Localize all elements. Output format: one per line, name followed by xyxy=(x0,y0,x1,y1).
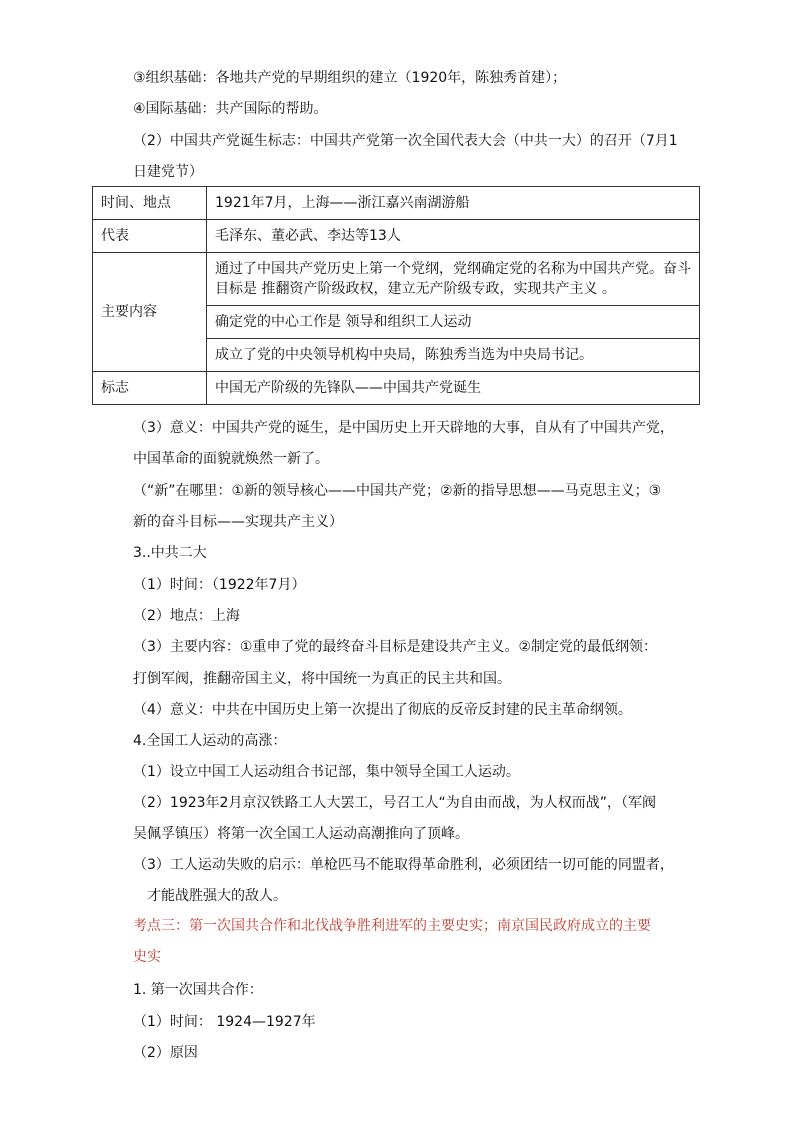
intro-line-1: ③组织基础：各地共产党的早期组织的建立（1920年，陈独秀首建）； xyxy=(133,70,567,86)
body-line-6: （1）时间：（1922年7月） xyxy=(133,577,306,593)
table-cell-delegates: 毛泽东、董必武、李达等13人 xyxy=(207,220,700,253)
body-line-12: （1）设立中国工人运动组合书记部，集中领导全国工人运动。 xyxy=(133,764,520,780)
table-cell-program-line-1: 通过了中国共产党历史上第一个党纲，党纲确定党的名称为中国共产党。奋斗 xyxy=(215,261,691,277)
table-cell-program-line-2: 目标是 推翻资产阶级政权，建立无产阶级专政，实现共产主义 。 xyxy=(215,281,616,297)
section-heading-line-1: 考点三：第一次国共合作和北伐战争胜利进军的主要史实；南京国民政府成立的主要 xyxy=(133,918,651,934)
body-line-11: 4.全国工人运动的高涨： xyxy=(133,733,287,749)
body-line-1: （3）意义：中国共产党的诞生，是中国历史上开天辟地的大事，自从有了中国共产党， xyxy=(133,420,674,436)
cpc-founding-table xyxy=(92,186,700,405)
body-line-16: 才能战胜强大的敌人。 xyxy=(147,888,287,904)
table-cell-central-bureau: 成立了党的中央领导机构中央局，陈独秀当选为中央局书记。 xyxy=(207,339,700,372)
intro-line-2: ④国际基础：共产国际的帮助。 xyxy=(133,101,328,117)
table-cell-time-place: 1921年7月，上海——浙江嘉兴南湖游船 xyxy=(207,187,700,220)
table-cell-central-work: 确定党的中心工作是 领导和组织工人运动 xyxy=(207,306,700,339)
table-cell-symbol: 中国无产阶级的先锋队——中国共产党诞生 xyxy=(207,372,700,405)
body-line-4: 新的奋斗目标——实现共产主义） xyxy=(133,514,343,530)
table-label-symbol: 标志 xyxy=(93,372,207,405)
body-line-7: （2）地点：上海 xyxy=(133,608,240,624)
table-row xyxy=(93,187,700,220)
body-line-10: （4）意义：中共在中国历史上第一次提出了彻底的反帝反封建的民主革命纲领。 xyxy=(133,702,632,718)
body-line-2: 中国革命的面貌就焕然一新了。 xyxy=(133,451,329,467)
tail-line-3: （2）原因 xyxy=(133,1045,198,1061)
body-line-14: 吴佩孚镇压）将第一次全国工人运动高潮推向了顶峰。 xyxy=(133,826,469,842)
body-line-3: （“新”在哪里：①新的领导核心——中国共产党；②新的指导思想——马克思主义；③ xyxy=(133,483,662,499)
body-line-13: （2）1923年2月京汉铁路工人大罢工，号召工人“为自由而战，为人权而战”，（军阀 xyxy=(133,795,656,811)
tail-line-1: 1. 第一次国共合作： xyxy=(133,982,263,998)
body-line-9: 打倒军阀，推翻帝国主义，将中国统一为真正的民主共和国。 xyxy=(133,671,511,687)
body-line-8: （3）主要内容：①重申了党的最终奋斗目标是建设共产主义。②制定党的最低纲领： xyxy=(133,639,658,655)
intro-line-3: （2）中国共产党诞生标志：中国共产党第一次全国代表大会（中共一大）的召开（7月1 xyxy=(133,133,678,149)
body-line-15: （3）工人运动失败的启示：单枪匹马不能取得革命胜利，必须团结一切可能的同盟者， xyxy=(133,857,674,873)
section-heading-line-2: 史实 xyxy=(133,949,161,965)
body-line-5: 3..中共二大 xyxy=(133,545,207,561)
table-label-delegates: 代表 xyxy=(93,220,207,253)
table-row xyxy=(93,220,700,253)
intro-line-4: 日建党节） xyxy=(133,164,203,180)
table-row xyxy=(93,253,700,306)
table-label-main-content: 主要内容 xyxy=(93,253,207,372)
table-label-time-place: 时间、地点 xyxy=(93,187,207,220)
table-row xyxy=(93,372,700,405)
tail-line-2: （1）时间： 1924—1927年 xyxy=(133,1014,316,1030)
table-cell-program xyxy=(207,253,700,306)
